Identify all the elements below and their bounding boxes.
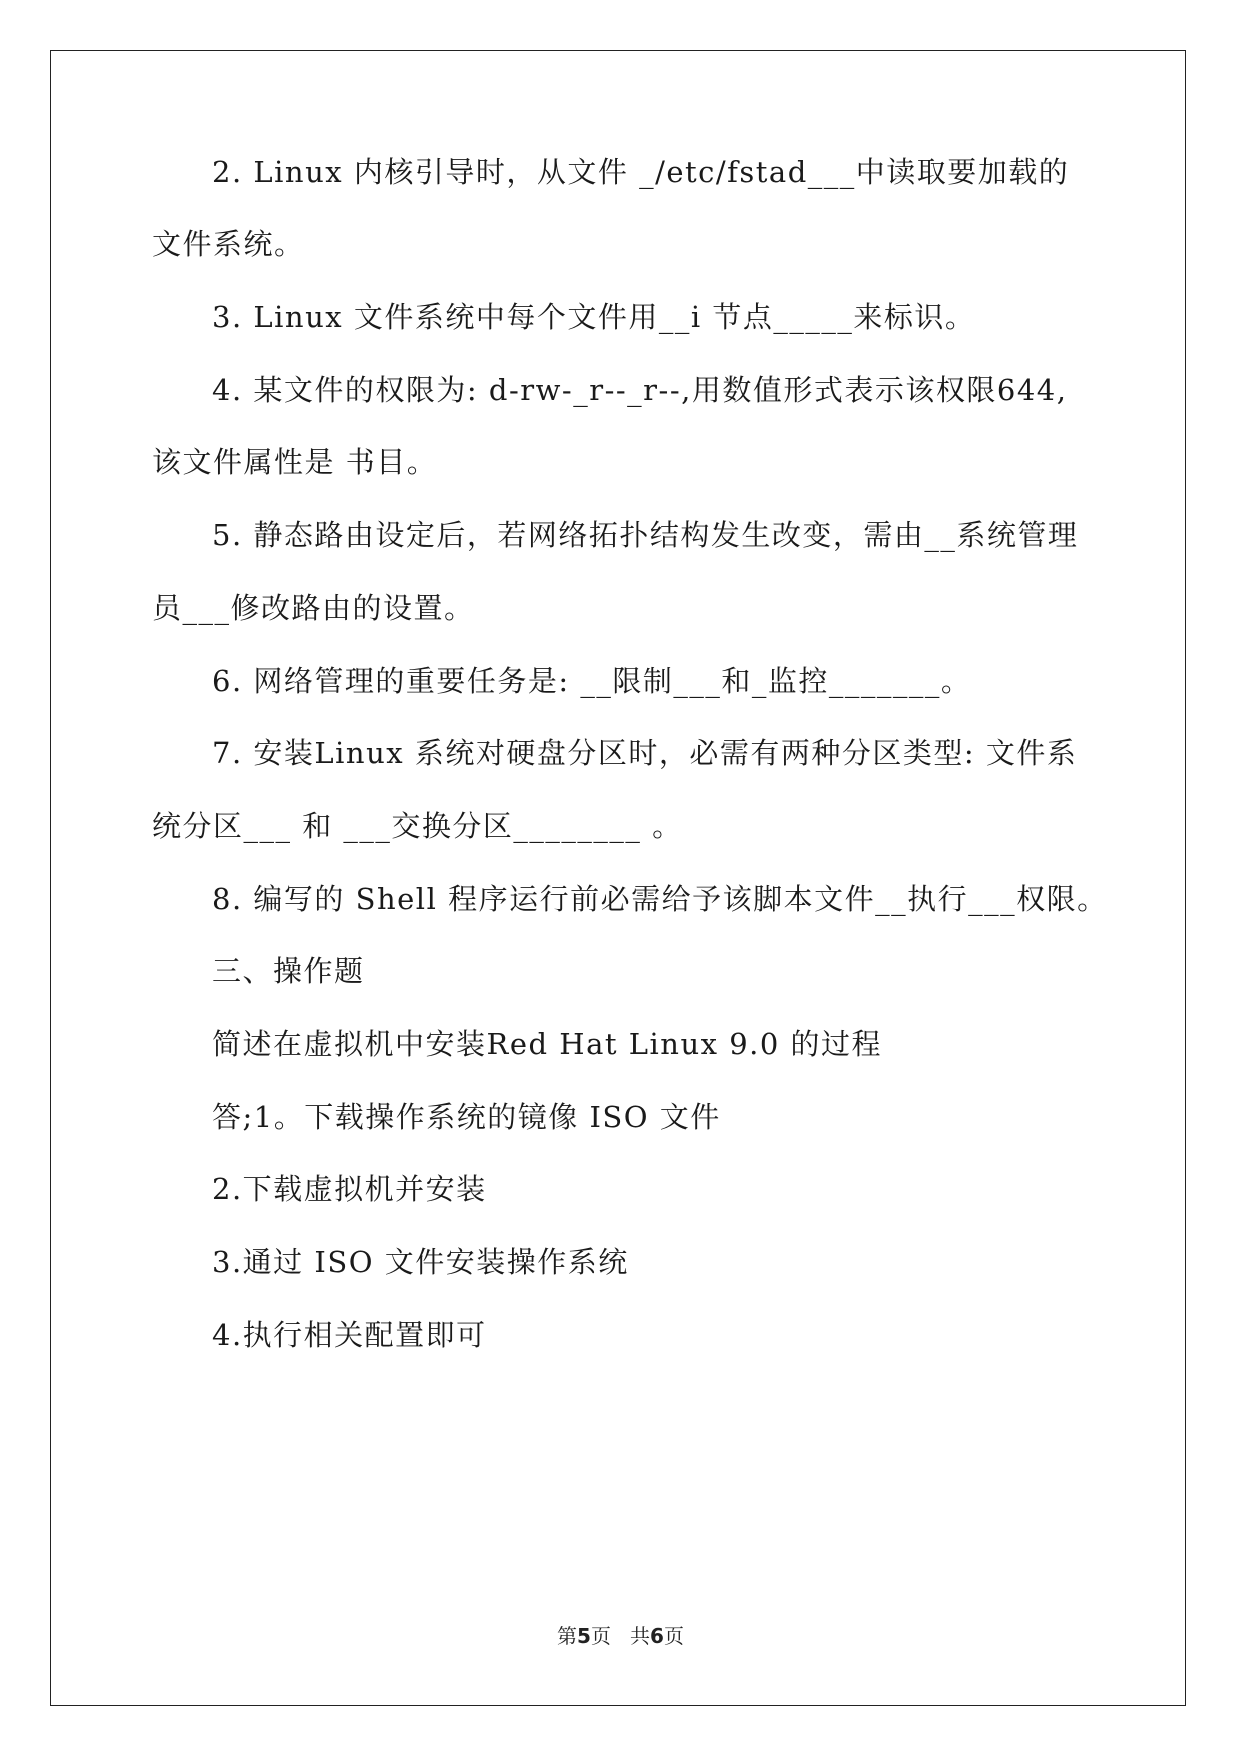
question-7-line-2: 统分区___ 和 ___交换分区________ 。	[152, 809, 683, 843]
question-8-line-1: 8. 编写的 Shell 程序运行前必需给予该脚本文件__执行___权限。	[212, 882, 1108, 916]
question-3-line-1: 3. Linux 文件系统中每个文件用__i 节点_____来标识。	[212, 300, 976, 334]
footer-suffix: 页	[663, 1624, 684, 1648]
question-5-line-1: 5. 静态路由设定后，若网络拓扑结构发生改变，需由__系统管理	[212, 518, 1079, 552]
question-2-line-2: 文件系统。	[152, 227, 305, 261]
current-page-number: 5	[577, 1624, 591, 1648]
section-3-heading: 三、操作题	[212, 954, 365, 988]
question-7-line-1: 7. 安装Linux 系统对硬盘分区时，必需有两种分区类型: 文件系	[212, 736, 1078, 770]
page-footer	[0, 1624, 1241, 1648]
question-6-line-1: 6. 网络管理的重要任务是: __限制___和_监控_______。	[212, 664, 972, 698]
question-4-line-2: 该文件属性是 书目。	[152, 445, 438, 479]
footer-prefix: 第	[557, 1624, 578, 1648]
total-page-number: 6	[650, 1624, 664, 1648]
answer-line-3: 3.通过 ISO 文件安装操作系统	[212, 1245, 629, 1279]
answer-line-1: 答;1。下载操作系统的镜像 ISO 文件	[212, 1100, 721, 1134]
question-2-line-1: 2. Linux 内核引导时，从文件 _/etc/fstad___中读取要加载的	[212, 155, 1070, 189]
question-4-line-1: 4. 某文件的权限为: d-rw-_r--_r--,用数值形式表示该权限644,	[212, 373, 1068, 407]
question-5-line-2: 员___修改路由的设置。	[152, 591, 475, 625]
answer-line-4: 4.执行相关配置即可	[212, 1318, 487, 1352]
answer-line-2: 2.下载虚拟机并安装	[212, 1172, 487, 1206]
footer-middle: 页 共	[590, 1624, 651, 1648]
task-description: 简述在虚拟机中安装Red Hat Linux 9.0 的过程	[212, 1027, 883, 1061]
